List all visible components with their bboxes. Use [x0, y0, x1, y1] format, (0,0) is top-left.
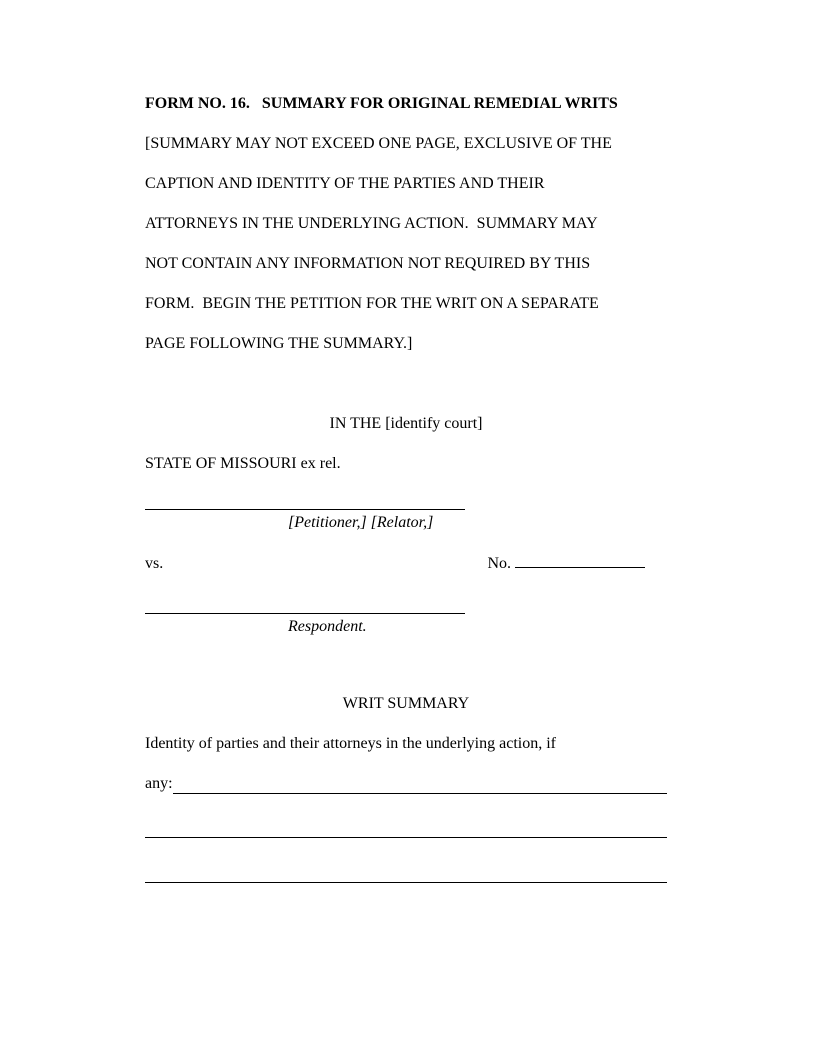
case-number-label: No. [487, 555, 515, 572]
form-instructions [145, 124, 667, 364]
state-ex-rel-line: STATE OF MISSOURI ex rel. [145, 455, 341, 472]
instructions-line: CAPTION AND IDENTITY OF THE PARTIES AND THEIR [145, 175, 545, 192]
petitioner-relator-label: [Petitioner,] [Relator,] [288, 514, 434, 531]
identity-prompt-line2: any: [145, 775, 173, 792]
court-heading: IN THE [identify court] [329, 415, 483, 432]
case-number-group [487, 544, 645, 584]
respondent-label: Respondent. [288, 618, 367, 635]
instructions-line: [SUMMARY MAY NOT EXCEED ONE PAGE, EXCLUSIVE OF THE [145, 135, 612, 152]
form-title: FORM NO. 16. SUMMARY FOR ORIGINAL REMEDIAL WRITS [145, 95, 618, 112]
identity-prompt-line1: Identity of parties and their attorneys in the underlying action, if [145, 735, 556, 752]
identity-blank-line-3 [145, 882, 667, 883]
case-number-blank [515, 567, 645, 568]
instructions-line: ATTORNEYS IN THE UNDERLYING ACTION. SUMMARY MAY [145, 215, 598, 232]
vertical-spacer [145, 364, 667, 404]
instructions-line: PAGE FOLLOWING THE SUMMARY.] [145, 335, 413, 352]
vertical-spacer [145, 638, 667, 684]
identity-blank-line-1 [173, 793, 667, 794]
instructions-line: NOT CONTAIN ANY INFORMATION NOT REQUIRED BY THIS [145, 255, 591, 272]
identity-prompt-line2-row [145, 764, 667, 804]
identity-blank-line-2 [145, 837, 667, 838]
instructions-line: FORM. BEGIN THE PETITION FOR THE WRIT ON A SEPARATE [145, 295, 599, 312]
writ-summary-heading: WRIT SUMMARY [342, 695, 470, 712]
respondent-name-blank [145, 584, 465, 614]
versus-case-number-row [145, 544, 667, 584]
petitioner-name-blank [145, 484, 465, 510]
versus-label: vs. [145, 555, 164, 572]
